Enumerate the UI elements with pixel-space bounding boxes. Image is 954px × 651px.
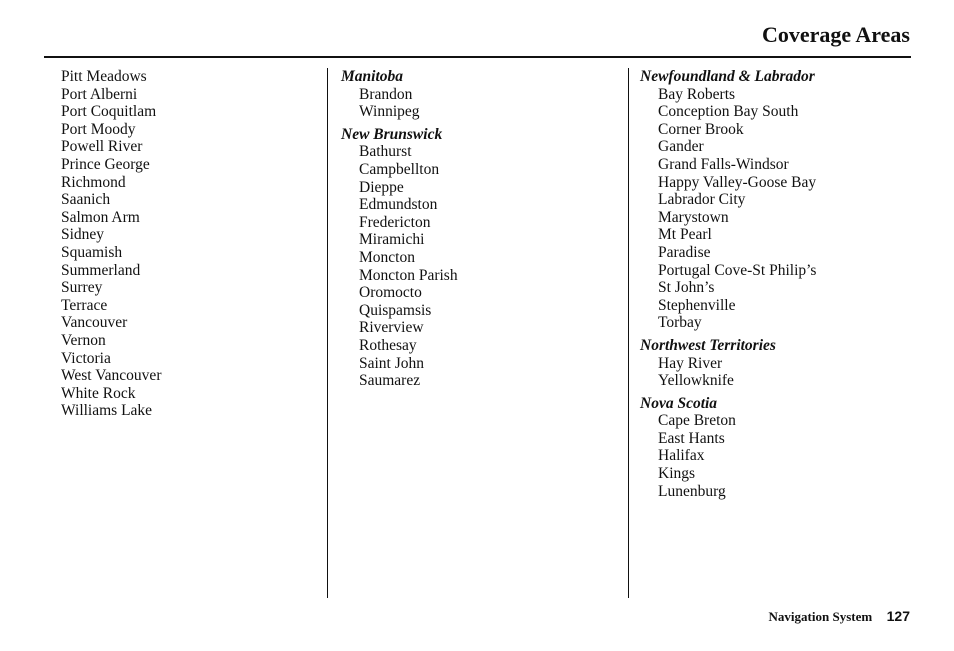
column-1 <box>61 68 161 425</box>
region-group <box>341 68 458 121</box>
city-item: Saanich <box>61 191 111 209</box>
city-item: Corner Brook <box>658 120 744 138</box>
city-item: Pitt Meadows <box>61 68 147 85</box>
region-heading: New Brunswick <box>341 125 443 143</box>
city-item: Labrador City <box>658 191 746 209</box>
city-item: Marystown <box>658 208 729 226</box>
city-item: Salmon Arm <box>61 208 140 226</box>
region-heading: Northwest Territories <box>640 336 776 354</box>
city-item: Sidney <box>61 226 105 244</box>
city-item: Paradise <box>658 243 711 261</box>
city-item: Richmond <box>61 173 126 191</box>
city-item: Dieppe <box>359 178 404 196</box>
region-heading: Nova Scotia <box>640 394 718 412</box>
city-item: Miramichi <box>359 231 425 249</box>
city-item: Powell River <box>61 138 143 156</box>
city-item: Summerland <box>61 261 141 279</box>
city-item: Happy Valley-Goose Bay <box>658 173 817 191</box>
city-item: Riverview <box>359 319 424 337</box>
city-item: Yellowknife <box>658 372 734 390</box>
city-item: Vancouver <box>61 314 128 332</box>
page-footer <box>769 608 910 626</box>
city-item: Port Alberni <box>61 85 138 103</box>
city-item: Port Coquitlam <box>61 103 157 121</box>
city-item: Cape Breton <box>658 412 736 430</box>
column-divider <box>327 68 328 598</box>
title-rule <box>44 56 911 58</box>
region-group <box>640 68 816 332</box>
city-item: Torbay <box>658 314 702 332</box>
city-item: Terrace <box>61 296 108 314</box>
city-item: Rothesay <box>359 336 417 354</box>
city-item: Moncton Parish <box>359 266 458 284</box>
city-item: Port Moody <box>61 120 136 138</box>
city-item: Quispamsis <box>359 301 432 319</box>
city-item: Squamish <box>61 243 123 261</box>
column-2 <box>341 68 458 395</box>
page-number: 127 <box>886 608 910 624</box>
city-item: Williams Lake <box>61 402 153 420</box>
city-item: Brandon <box>359 85 413 103</box>
city-item: West Vancouver <box>61 367 162 385</box>
city-item: Victoria <box>61 349 111 367</box>
city-item: Moncton <box>359 248 415 266</box>
city-item: Grand Falls-Windsor <box>658 155 789 173</box>
city-item: White Rock <box>61 384 136 402</box>
city-item: Campbellton <box>359 160 440 178</box>
region-group <box>341 126 458 390</box>
region-group <box>640 337 816 390</box>
region-heading: Manitoba <box>341 68 404 85</box>
city-item: Oromocto <box>359 284 422 302</box>
city-item: Surrey <box>61 279 103 297</box>
city-item: Lunenburg <box>658 482 726 500</box>
column-divider <box>628 68 629 598</box>
city-item: Kings <box>658 465 696 483</box>
city-item: Mt Pearl <box>658 226 712 244</box>
city-item: Bathurst <box>359 143 412 161</box>
region-heading: Newfoundland & Labrador <box>640 68 815 85</box>
city-item: Portugal Cove-St Philip’s <box>658 261 817 279</box>
footer-label: Navigation System <box>768 609 873 624</box>
city-item: East Hants <box>658 429 725 447</box>
city-item: Conception Bay South <box>658 103 799 121</box>
city-item: Gander <box>658 138 704 156</box>
city-item: Saint John <box>359 354 425 372</box>
city-item: Saumarez <box>359 372 421 390</box>
city-item: Stephenville <box>658 296 736 314</box>
region-group <box>640 395 816 501</box>
city-item: Hay River <box>658 354 723 372</box>
city-item: St John’s <box>658 279 715 297</box>
city-item: Halifax <box>658 447 705 465</box>
city-item: Winnipeg <box>359 103 420 121</box>
city-item: Vernon <box>61 331 106 349</box>
city-item: Prince George <box>61 155 150 173</box>
page-title: Coverage Areas <box>761 22 910 47</box>
city-item: Bay Roberts <box>658 85 736 103</box>
city-item: Fredericton <box>359 213 431 231</box>
region-group <box>61 68 161 420</box>
column-3 <box>640 68 816 505</box>
city-item: Edmundston <box>359 196 438 214</box>
